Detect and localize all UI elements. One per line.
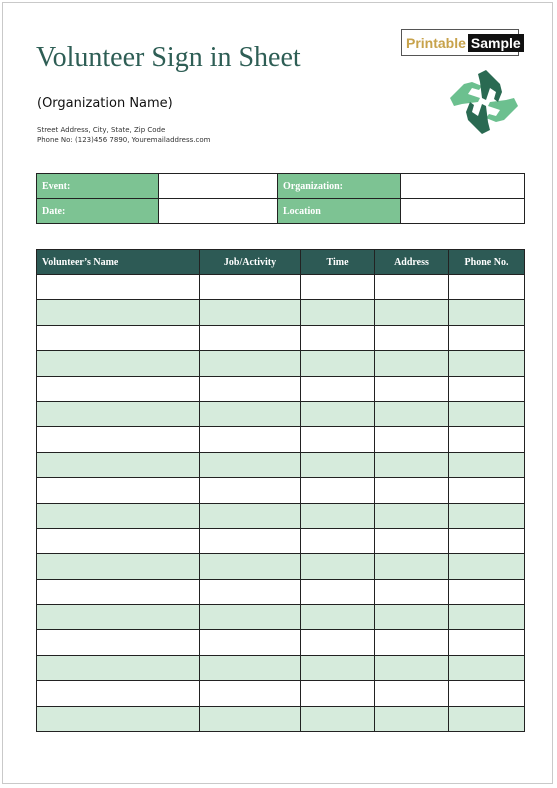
name-cell[interactable]	[37, 275, 200, 300]
date-label: Date:	[37, 199, 159, 224]
phone-cell[interactable]	[449, 275, 525, 300]
job-cell[interactable]	[200, 655, 301, 680]
contact-block	[37, 125, 210, 145]
name-cell[interactable]	[37, 427, 200, 452]
time-cell[interactable]	[301, 605, 375, 630]
table-row	[37, 528, 525, 553]
address-cell[interactable]	[375, 655, 449, 680]
name-cell[interactable]	[37, 528, 200, 553]
table-row	[37, 351, 525, 376]
name-cell[interactable]	[37, 376, 200, 401]
table-row	[37, 630, 525, 655]
event-field[interactable]	[159, 174, 278, 199]
table-row	[37, 275, 525, 300]
job-cell[interactable]	[200, 503, 301, 528]
job-cell[interactable]	[200, 579, 301, 604]
address-cell[interactable]	[375, 427, 449, 452]
name-cell[interactable]	[37, 579, 200, 604]
name-cell[interactable]	[37, 401, 200, 426]
name-cell[interactable]	[37, 630, 200, 655]
job-cell[interactable]	[200, 325, 301, 350]
time-cell[interactable]	[301, 427, 375, 452]
name-cell[interactable]	[37, 655, 200, 680]
address-cell[interactable]	[375, 275, 449, 300]
street-address: Street Address, City, State, Zip Code	[37, 126, 166, 134]
table-row	[37, 401, 525, 426]
table-row	[37, 376, 525, 401]
brand-word-2: Sample	[468, 34, 524, 52]
phone-cell[interactable]	[449, 579, 525, 604]
phone-cell[interactable]	[449, 503, 525, 528]
name-cell[interactable]	[37, 452, 200, 477]
info-row-1	[37, 174, 525, 199]
phone-cell[interactable]	[449, 351, 525, 376]
job-cell[interactable]	[200, 605, 301, 630]
phone-cell[interactable]	[449, 452, 525, 477]
table-row	[37, 503, 525, 528]
brand-word-1: Printable	[406, 34, 466, 51]
col-time: Time	[301, 250, 375, 275]
event-label: Event:	[37, 174, 159, 199]
time-cell[interactable]	[301, 681, 375, 706]
address-cell[interactable]	[375, 300, 449, 325]
address-cell[interactable]	[375, 630, 449, 655]
info-row-2	[37, 199, 525, 224]
address-cell[interactable]	[375, 478, 449, 503]
phone-cell[interactable]	[449, 706, 525, 731]
phone-email: Phone No: (123)456 7890, Youremailaddress.com	[37, 136, 211, 144]
table-row	[37, 452, 525, 477]
name-cell[interactable]	[37, 351, 200, 376]
job-cell[interactable]	[200, 681, 301, 706]
time-cell[interactable]	[301, 528, 375, 553]
organization-name: (Organization Name)	[37, 96, 173, 111]
phone-cell[interactable]	[449, 528, 525, 553]
event-info-table	[36, 173, 525, 224]
time-cell[interactable]	[301, 351, 375, 376]
phone-cell[interactable]	[449, 376, 525, 401]
address-cell[interactable]	[375, 605, 449, 630]
table-row	[37, 605, 525, 630]
phone-cell[interactable]	[449, 605, 525, 630]
table-row	[37, 325, 525, 350]
phone-cell[interactable]	[449, 681, 525, 706]
time-cell[interactable]	[301, 579, 375, 604]
time-cell[interactable]	[301, 503, 375, 528]
volunteer-table	[36, 249, 525, 732]
table-row	[37, 579, 525, 604]
job-cell[interactable]	[200, 554, 301, 579]
job-cell[interactable]	[200, 275, 301, 300]
hands-circle-icon	[446, 68, 522, 136]
address-cell[interactable]	[375, 351, 449, 376]
time-cell[interactable]	[301, 275, 375, 300]
phone-cell[interactable]	[449, 630, 525, 655]
table-row	[37, 554, 525, 579]
job-cell[interactable]	[200, 376, 301, 401]
organization-label: Organization:	[278, 174, 401, 199]
location-label: Location	[278, 199, 401, 224]
phone-cell[interactable]	[449, 655, 525, 680]
address-cell[interactable]	[375, 579, 449, 604]
time-cell[interactable]	[301, 655, 375, 680]
phone-cell[interactable]	[449, 325, 525, 350]
phone-cell[interactable]	[449, 478, 525, 503]
job-cell[interactable]	[200, 630, 301, 655]
name-cell[interactable]	[37, 503, 200, 528]
job-cell[interactable]	[200, 478, 301, 503]
address-cell[interactable]	[375, 325, 449, 350]
time-cell[interactable]	[301, 554, 375, 579]
time-cell[interactable]	[301, 376, 375, 401]
col-volunteer-name: Volunteer’s Name	[37, 250, 200, 275]
phone-cell[interactable]	[449, 554, 525, 579]
time-cell[interactable]	[301, 325, 375, 350]
date-field[interactable]	[159, 199, 278, 224]
phone-cell[interactable]	[449, 427, 525, 452]
name-cell[interactable]	[37, 681, 200, 706]
job-cell[interactable]	[200, 351, 301, 376]
job-cell[interactable]	[200, 452, 301, 477]
job-cell[interactable]	[200, 427, 301, 452]
col-address: Address	[375, 250, 449, 275]
address-cell[interactable]	[375, 706, 449, 731]
col-job-activity: Job/Activity	[200, 250, 301, 275]
brand-logo	[401, 29, 519, 56]
time-cell[interactable]	[301, 478, 375, 503]
table-row	[37, 655, 525, 680]
time-cell[interactable]	[301, 452, 375, 477]
table-header-row	[37, 250, 525, 275]
address-cell[interactable]	[375, 554, 449, 579]
table-row	[37, 706, 525, 731]
address-cell[interactable]	[375, 401, 449, 426]
job-cell[interactable]	[200, 401, 301, 426]
organization-field[interactable]	[401, 174, 525, 199]
address-cell[interactable]	[375, 528, 449, 553]
name-cell[interactable]	[37, 478, 200, 503]
name-cell[interactable]	[37, 300, 200, 325]
time-cell[interactable]	[301, 401, 375, 426]
name-cell[interactable]	[37, 325, 200, 350]
table-row	[37, 478, 525, 503]
address-cell[interactable]	[375, 681, 449, 706]
time-cell[interactable]	[301, 300, 375, 325]
table-row	[37, 300, 525, 325]
name-cell[interactable]	[37, 605, 200, 630]
job-cell[interactable]	[200, 528, 301, 553]
phone-cell[interactable]	[449, 300, 525, 325]
volunteer-rows	[37, 275, 525, 732]
phone-cell[interactable]	[449, 401, 525, 426]
location-field[interactable]	[401, 199, 525, 224]
job-cell[interactable]	[200, 706, 301, 731]
job-cell[interactable]	[200, 300, 301, 325]
name-cell[interactable]	[37, 554, 200, 579]
time-cell[interactable]	[301, 706, 375, 731]
col-phone: Phone No.	[449, 250, 525, 275]
table-row	[37, 427, 525, 452]
address-cell[interactable]	[375, 452, 449, 477]
address-cell[interactable]	[375, 376, 449, 401]
address-cell[interactable]	[375, 503, 449, 528]
time-cell[interactable]	[301, 630, 375, 655]
page-title: Volunteer Sign in Sheet	[36, 42, 301, 73]
table-row	[37, 681, 525, 706]
name-cell[interactable]	[37, 706, 200, 731]
